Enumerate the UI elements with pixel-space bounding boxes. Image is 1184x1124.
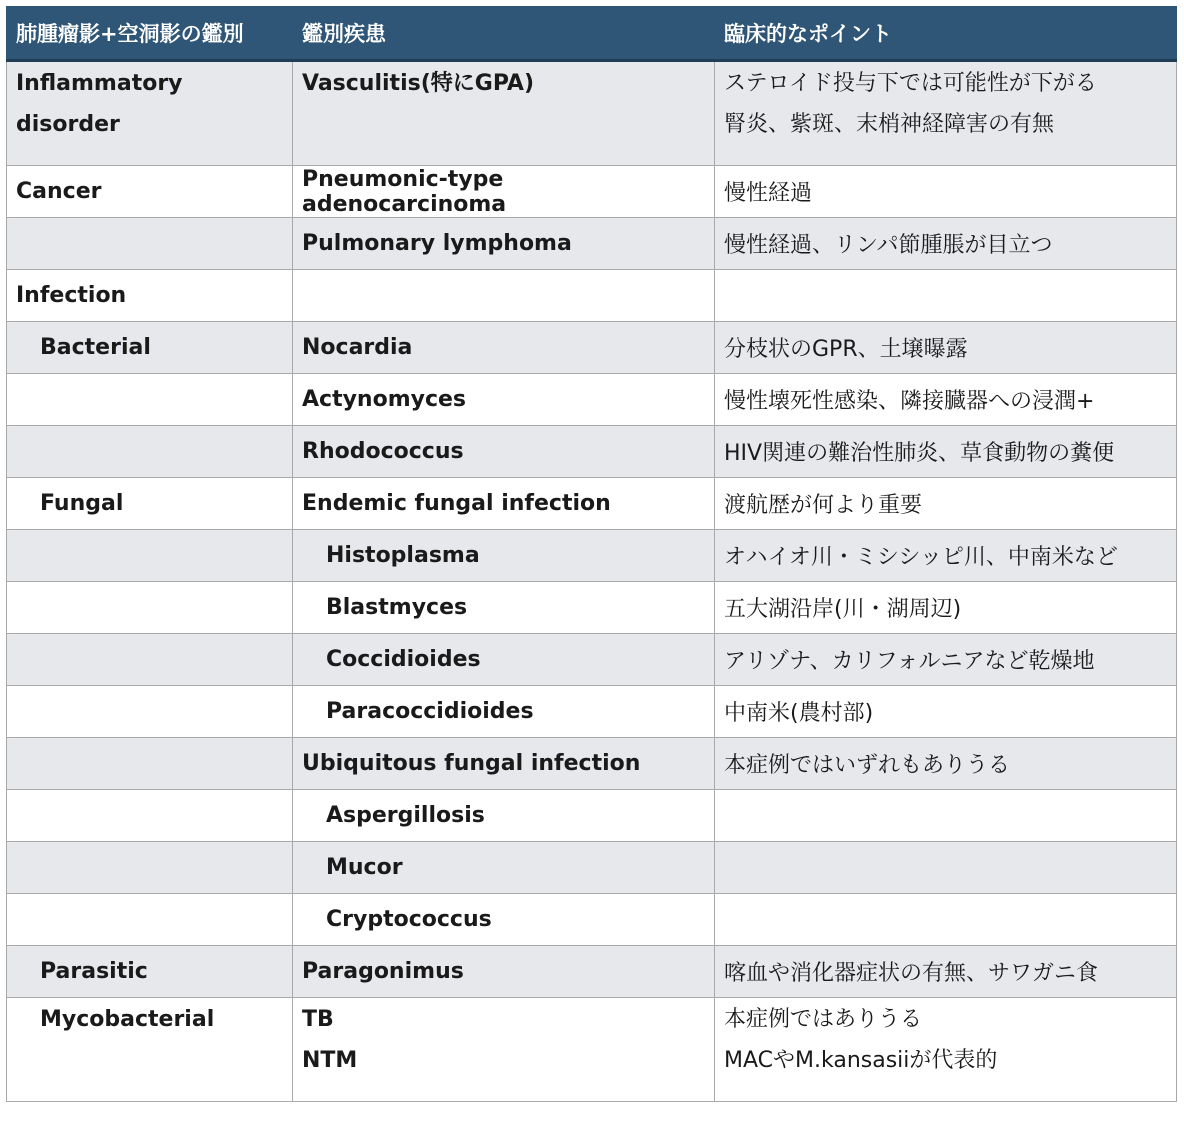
table-row <box>7 894 1177 946</box>
category-cell <box>7 998 293 1102</box>
point-cell: アリゾナ、カリフォルニアなど乾燥地 <box>715 634 1177 686</box>
table-row <box>7 374 1177 426</box>
table-row <box>7 426 1177 478</box>
disease-cell: Cryptococcus <box>293 894 715 946</box>
point-cell: 慢性経過、リンパ節腫脹が目立つ <box>715 218 1177 270</box>
table-row <box>7 738 1177 790</box>
table-row <box>7 686 1177 738</box>
table-row <box>7 322 1177 374</box>
category-cell <box>7 61 293 166</box>
category-text: Inflammatory disorder <box>16 71 183 137</box>
category-cell: Bacterial <box>7 322 293 374</box>
disease-cell: Endemic fungal infection <box>293 478 715 530</box>
table-row <box>7 946 1177 998</box>
category-cell <box>7 426 293 478</box>
disease-cell <box>293 270 715 322</box>
disease-text: NTM <box>302 1048 358 1073</box>
disease-cell: Mucor <box>293 842 715 894</box>
disease-text: TB <box>302 1007 334 1032</box>
category-text: Mycobacterial <box>40 1007 215 1032</box>
differential-table-container <box>6 6 1177 1102</box>
category-cell <box>7 686 293 738</box>
disease-cell: Nocardia <box>293 322 715 374</box>
table-row <box>7 478 1177 530</box>
category-cell <box>7 582 293 634</box>
table-row <box>7 218 1177 270</box>
point-cell: 慢性経過 <box>715 166 1177 218</box>
disease-cell: Histoplasma <box>293 530 715 582</box>
point-cell <box>715 790 1177 842</box>
point-cell <box>715 61 1177 166</box>
point-cell: オハイオ川・ミシシッピ川、中南米など <box>715 530 1177 582</box>
table-row <box>7 61 1177 166</box>
point-text: MACやM.kansasiiが代表的 <box>724 1048 998 1073</box>
table-row <box>7 166 1177 218</box>
point-cell: 慢性壊死性感染、隣接臓器への浸潤+ <box>715 374 1177 426</box>
disease-cell: Paragonimus <box>293 946 715 998</box>
point-cell: 渡航歴が何より重要 <box>715 478 1177 530</box>
disease-cell: Pneumonic-type adenocarcinoma <box>293 166 715 218</box>
point-cell <box>715 998 1177 1102</box>
differential-diagnosis-table <box>6 6 1177 1102</box>
category-cell: Fungal <box>7 478 293 530</box>
category-cell <box>7 374 293 426</box>
category-cell <box>7 530 293 582</box>
point-cell: 五大湖沿岸(川・湖周辺) <box>715 582 1177 634</box>
disease-text: Vasculitis(特にGPA) <box>302 71 534 96</box>
category-cell <box>7 894 293 946</box>
header-disease: 鑑別疾患 <box>293 7 715 61</box>
point-cell <box>715 894 1177 946</box>
category-cell: Infection <box>7 270 293 322</box>
point-cell <box>715 842 1177 894</box>
category-cell: Cancer <box>7 166 293 218</box>
point-cell: 本症例ではいずれもありうる <box>715 738 1177 790</box>
disease-cell: Aspergillosis <box>293 790 715 842</box>
category-cell <box>7 790 293 842</box>
disease-cell: Coccidioides <box>293 634 715 686</box>
table-row <box>7 998 1177 1102</box>
disease-cell: Ubiquitous fungal infection <box>293 738 715 790</box>
category-cell <box>7 634 293 686</box>
point-cell: HIV関連の難治性肺炎、草食動物の糞便 <box>715 426 1177 478</box>
header-row <box>7 7 1177 61</box>
table-row <box>7 270 1177 322</box>
category-cell <box>7 842 293 894</box>
category-cell: Parasitic <box>7 946 293 998</box>
category-cell <box>7 738 293 790</box>
header-category: 肺腫瘤影+空洞影の鑑別 <box>7 7 293 61</box>
table-row <box>7 582 1177 634</box>
table-row <box>7 790 1177 842</box>
disease-cell: Paracoccidioides <box>293 686 715 738</box>
table-row <box>7 634 1177 686</box>
point-cell: 分枝状のGPR、土壌曝露 <box>715 322 1177 374</box>
point-cell <box>715 270 1177 322</box>
category-cell <box>7 218 293 270</box>
point-text: ステロイド投与下では可能性が下がる <box>724 71 1097 96</box>
disease-cell <box>293 998 715 1102</box>
point-cell: 中南米(農村部) <box>715 686 1177 738</box>
disease-cell: Blastmyces <box>293 582 715 634</box>
point-text: 腎炎、紫斑、末梢神経障害の有無 <box>724 112 1055 137</box>
disease-cell: Actynomyces <box>293 374 715 426</box>
point-text: 本症例ではありうる <box>724 1007 923 1032</box>
disease-cell <box>293 61 715 166</box>
table-row <box>7 530 1177 582</box>
disease-cell: Pulmonary lymphoma <box>293 218 715 270</box>
header-clinical-point: 臨床的なポイント <box>715 7 1177 61</box>
point-cell: 喀血や消化器症状の有無、サワガニ食 <box>715 946 1177 998</box>
disease-cell: Rhodococcus <box>293 426 715 478</box>
table-row <box>7 842 1177 894</box>
